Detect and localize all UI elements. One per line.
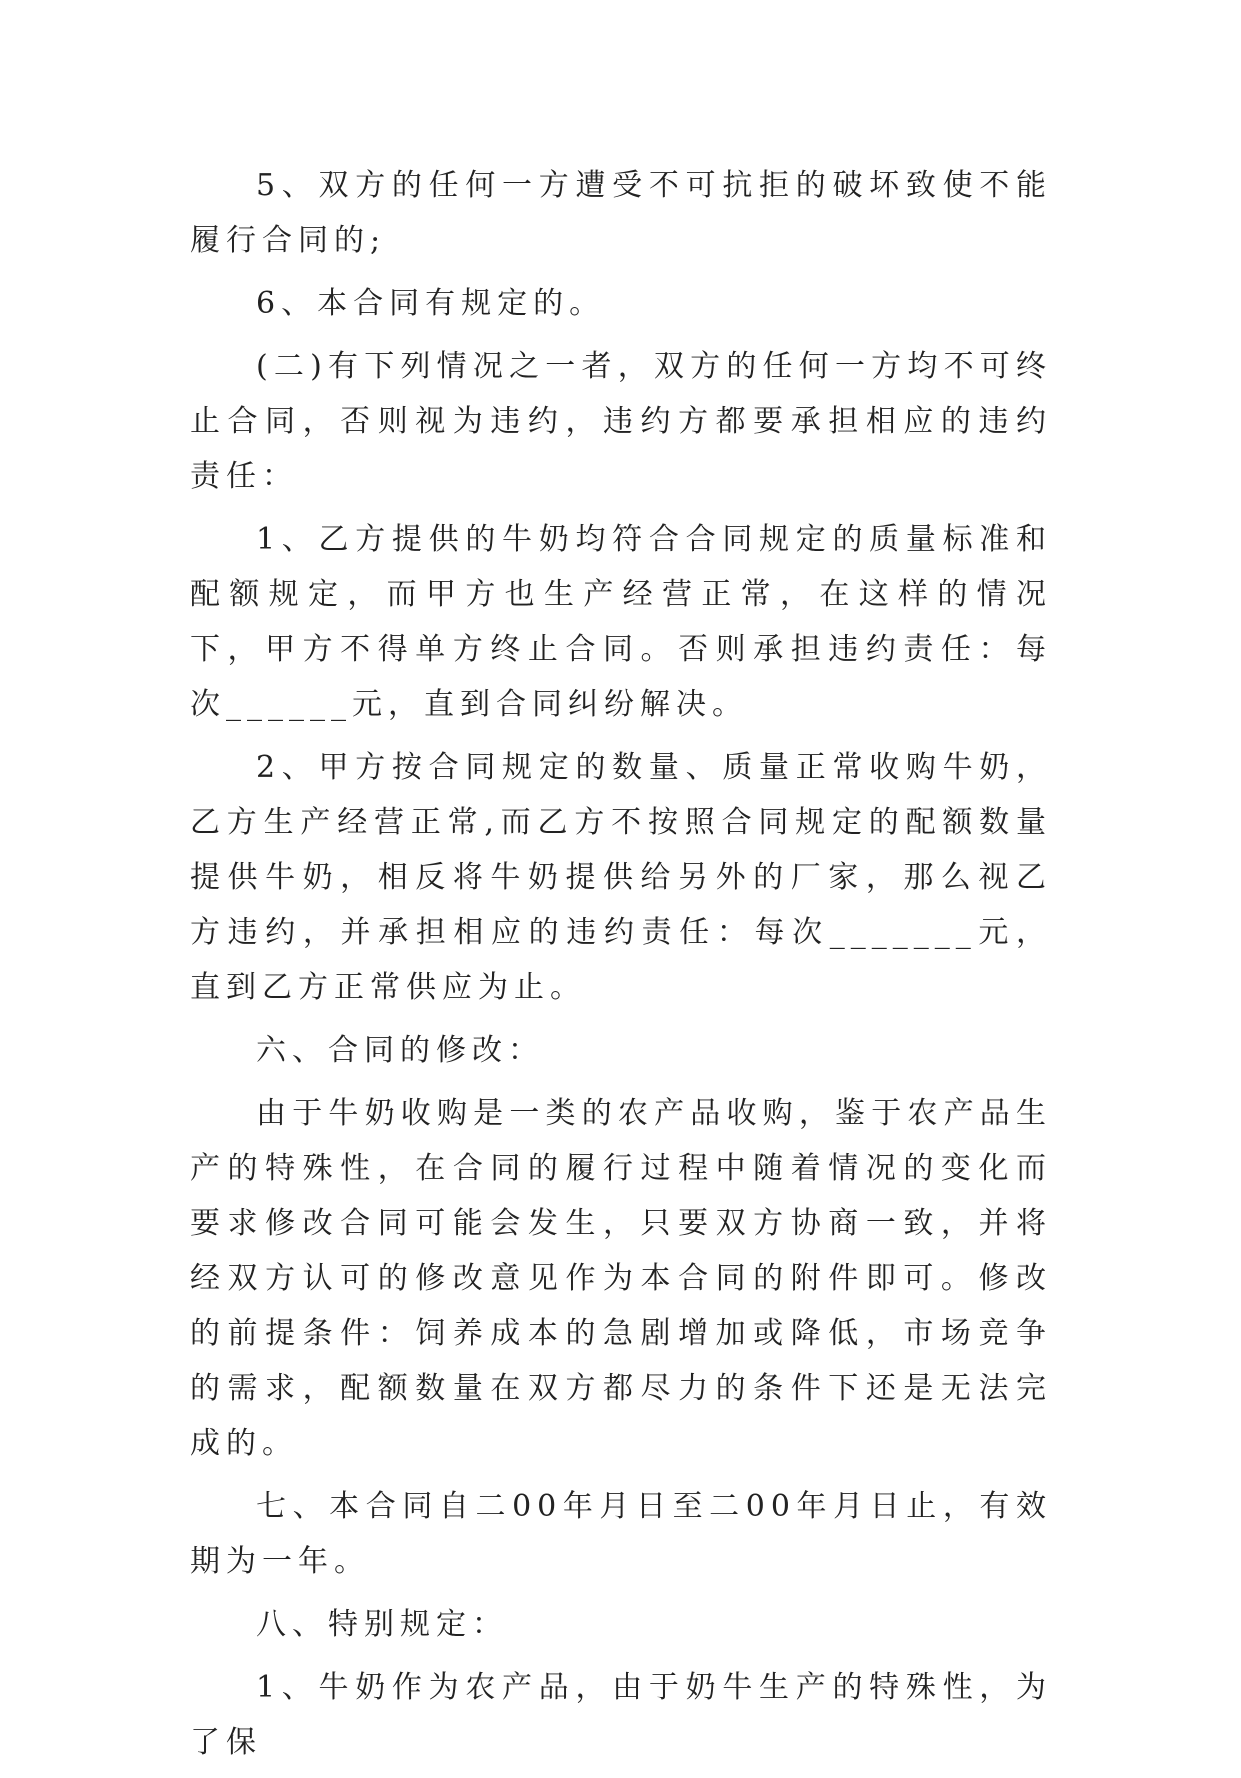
document-body [190,158,1052,1778]
paragraph-clause-5: 5、双方的任何一方遭受不可抗拒的破坏致使不能履行合同的; [190,168,1052,258]
paragraph-section-2-intro: (二)有下列情况之一者，双方的任何一方均不可终止合同，否则视为违约，违约方都要承担相应的违约责任： [190,349,1052,494]
paragraph-clause-6: 6、本合同有规定的。 [256,286,606,321]
heading-contract-modification: 六、合同的修改： [256,1033,544,1068]
paragraph-term: 七、本合同自二00年月日至二00年月日止，有效期为一年。 [190,1489,1052,1579]
paragraph-section-2-item-2: 2、甲方按合同规定的数量、质量正常收购牛奶，乙方生产经营正常,而乙方不按照合同规定的配额数量提供牛奶，相反将牛奶提供给另外的厂家，那么视乙方违约，并承担相应的违约责任：每次_______元，直到乙方正常供应为止。 [190,750,1052,1005]
paragraph-special-item-1: 1、牛奶作为农产品，由于奶牛生产的特殊性，为了保 [190,1670,1052,1760]
paragraph-modification-body: 由于牛奶收购是一类的农产品收购，鉴于农产品生产的特殊性，在合同的履行过程中随着情况的变化而要求修改合同可能会发生，只要双方协商一致，并将经双方认可的修改意见作为本合同的附件即可。修改的前提条件：饲养成本的急剧增加或降低，市场竞争的需求，配额数量在双方都尽力的条件下还是无法完成的。 [190,1096,1052,1461]
paragraph-section-2-item-1: 1、乙方提供的牛奶均符合合同规定的质量标准和配额规定，而甲方也生产经营正常，在这样的情况下，甲方不得单方终止合同。否则承担违约责任：每次______元，直到合同纠纷解决。 [190,522,1052,722]
heading-special-provisions: 八、特别规定： [256,1607,508,1642]
